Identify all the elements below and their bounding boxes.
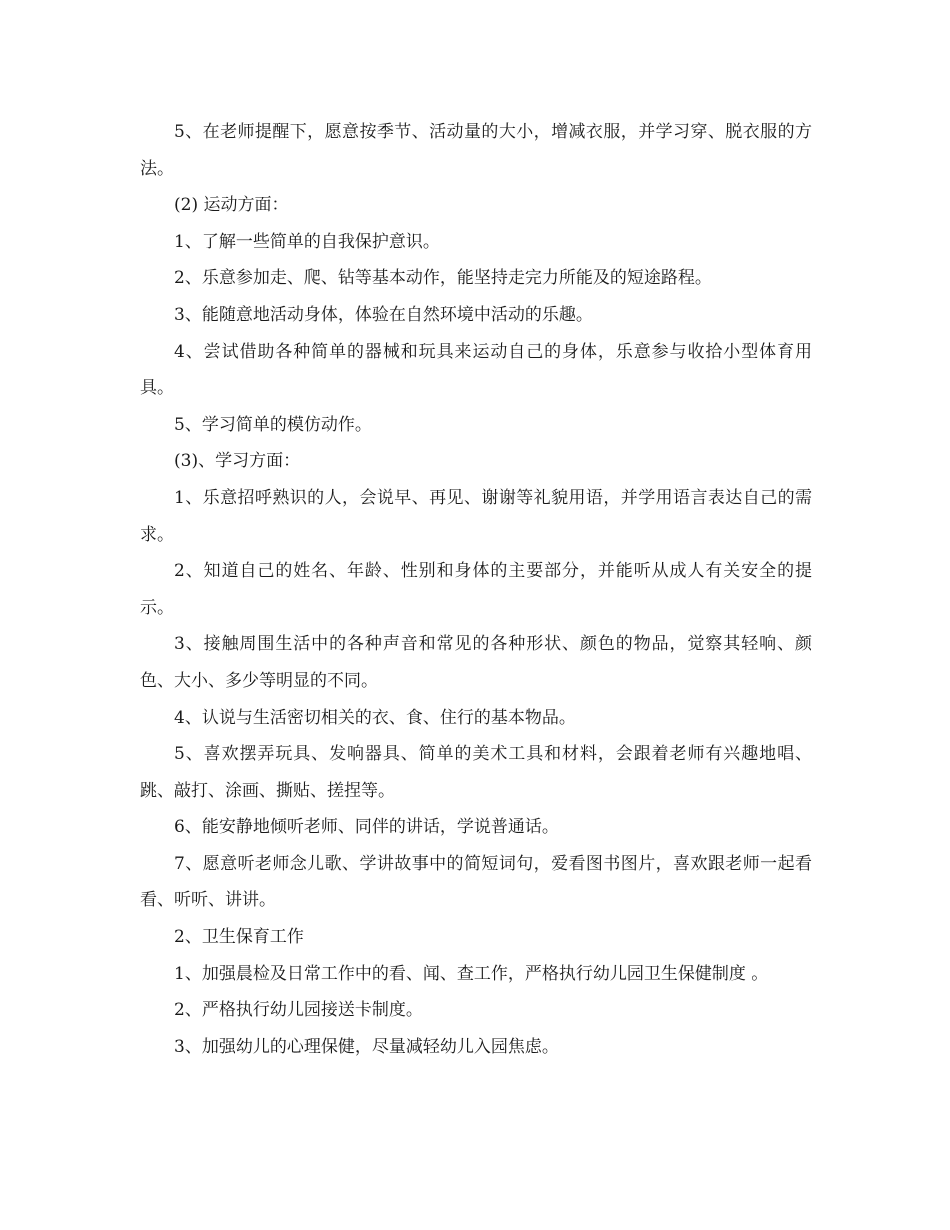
- paragraph-sports-item-5: 5、学习简单的模仿动作。: [174, 414, 372, 435]
- paragraph-learning-item-5: 5、喜欢摆弄玩具、发响器具、简单的美术工具和材料，会跟着老师有兴趣地唱、跳、敲打、涂画、撕贴、搓捏等。: [140, 744, 812, 801]
- paragraph-learning-item-1: 1、乐意招呼熟识的人，会说早、再见、谢谢等礼貌用语，并学用语言表达自己的需求。: [140, 487, 812, 545]
- paragraph-sports-item-3: 3、能随意地活动身体，体验在自然环境中活动的乐趣。: [174, 304, 593, 325]
- paragraph-learning-item-2: 2、知道自己的姓名、年龄、性别和身体的主要部分，并能听从成人有关安全的提示。: [140, 561, 812, 618]
- document-body: [140, 114, 812, 1065]
- paragraph-sports-item-1: 1、了解一些简单的自我保护意识。: [174, 231, 440, 252]
- section-heading-hygiene: 2、卫生保育工作: [174, 927, 304, 948]
- section-heading-sports: (2) 运动方面：: [174, 195, 289, 216]
- paragraph-sports-item-4: 4、尝试借助各种简单的器械和玩具来运动自己的身体，乐意参与收拾小型体育用具。: [140, 341, 812, 399]
- paragraph-clothing-item-5: 5、在老师提醒下，愿意按季节、活动量的大小，增减衣服，并学习穿、脱衣服的方法。: [140, 122, 812, 179]
- paragraph-hygiene-item-3: 3、加强幼儿的心理保健，尽量减轻幼儿入园焦虑。: [174, 1036, 559, 1057]
- paragraph-learning-item-4: 4、认说与生活密切相关的衣、食、住行的基本物品。: [174, 707, 576, 728]
- paragraph-hygiene-item-2: 2、严格执行幼儿园接送卡制度。: [174, 1000, 423, 1021]
- paragraph-learning-item-3: 3、接触周围生活中的各种声音和常见的各种形状、颜色的物品，觉察其轻响、颜色、大小、多少等明显的不同。: [140, 634, 812, 691]
- paragraph-hygiene-item-1: 1、加强晨检及日常工作中的看、闻、查工作，严格执行幼儿园卫生保健制度 。: [174, 963, 769, 984]
- paragraph-learning-item-6: 6、能安静地倾听老师、同伴的讲话，学说普通话。: [174, 817, 559, 838]
- paragraph-sports-item-2: 2、乐意参加走、爬、钻等基本动作，能坚持走完力所能及的短途路程。: [174, 268, 712, 289]
- section-heading-learning: (3)、学习方面：: [174, 451, 301, 472]
- paragraph-learning-item-7: 7、愿意听老师念儿歌、学讲故事中的简短词句，爱看图书图片，喜欢跟老师一起看看、听听、讲讲。: [140, 853, 812, 911]
